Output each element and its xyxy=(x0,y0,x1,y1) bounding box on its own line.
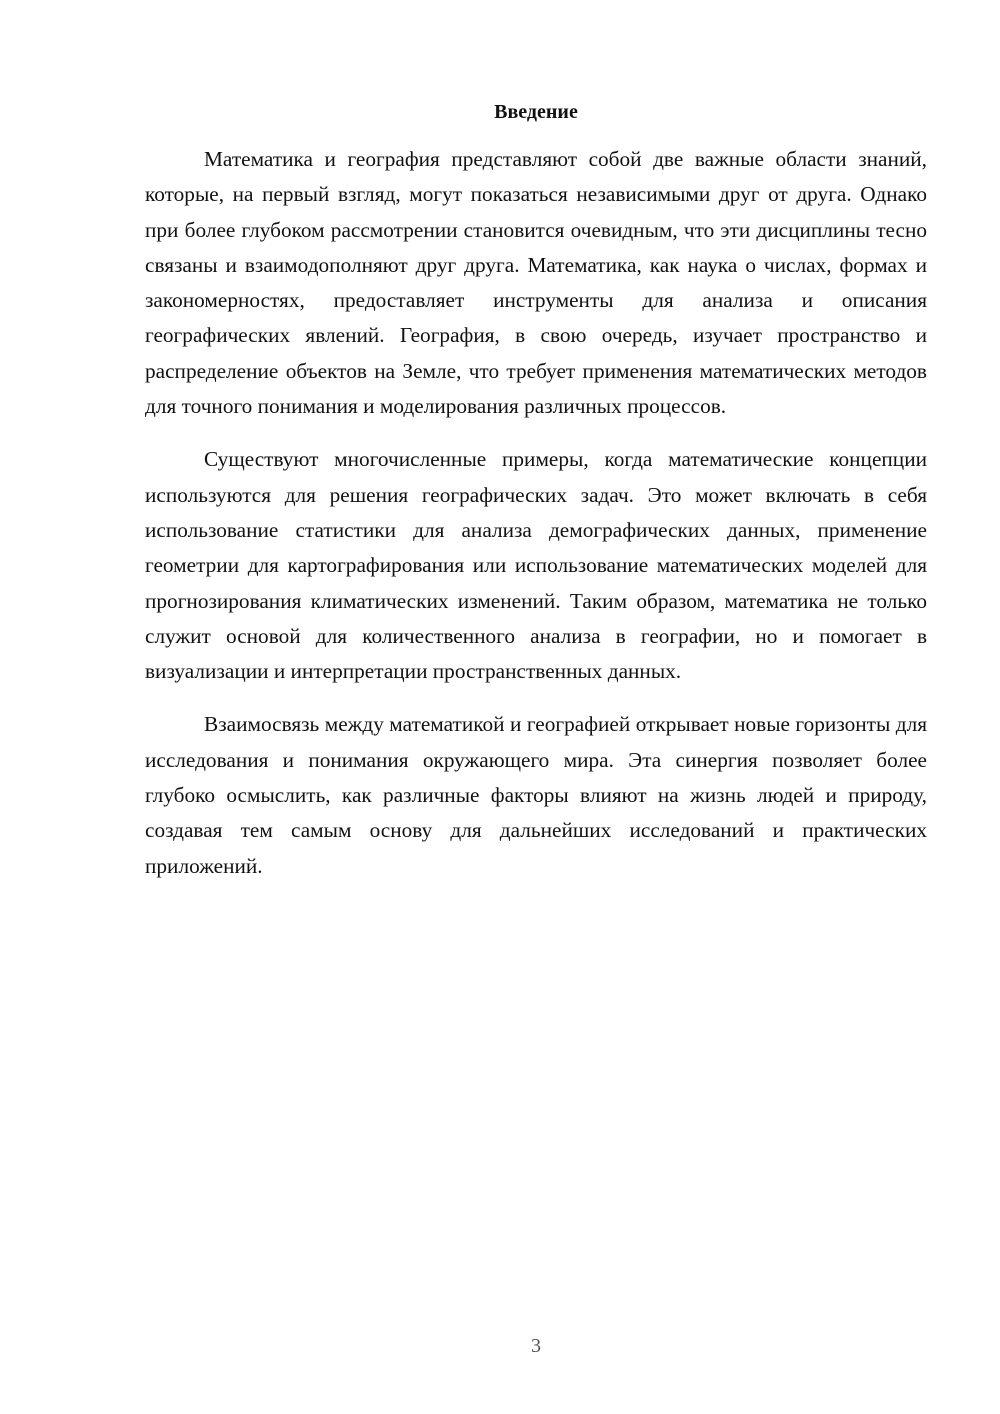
section-title: Введение xyxy=(494,101,578,123)
paragraph-3: Взаимосвязь между математикой и географией открывает новые горизонты для исследования и понимания окружающего мира. Эта синергия позволяет более глубоко осмыслить, как различные факторы влияют на жизнь людей и природу, создавая тем самым основу для дальнейших исследований и практических приложений. xyxy=(145,712,927,878)
paragraph-2: Существуют многочисленные примеры, когда математические концепции используются для решения географических задач. Это может включать в себя использование статистики для анализа демографических данных, применение геометрии для картографирования или использование математических моделей для прогнозирования климатических изменений. Таким образом, математика не только служит основой для количественного анализа в географии, но и помогает в визуализации и интерпретации пространственных данных. xyxy=(145,447,927,684)
paragraph-1: Математика и география представляют собой две важные области знаний, которые, на первый взгляд, могут показаться независимыми друг от друга. Однако при более глубоком рассмотрении становится очевидным, что эти дисциплины тесно связаны и взаимодополняют друг друга. Математика, как наука о числах, формах и закономерностях, предоставляет инструменты для анализа и описания географических явлений. География, в свою очередь, изучает пространство и распределение объектов на Земле, что требует применения математических методов для точного понимания и моделирования различных процессов. xyxy=(145,147,927,419)
section-body xyxy=(145,142,927,902)
page-number: 3 xyxy=(531,1335,541,1357)
